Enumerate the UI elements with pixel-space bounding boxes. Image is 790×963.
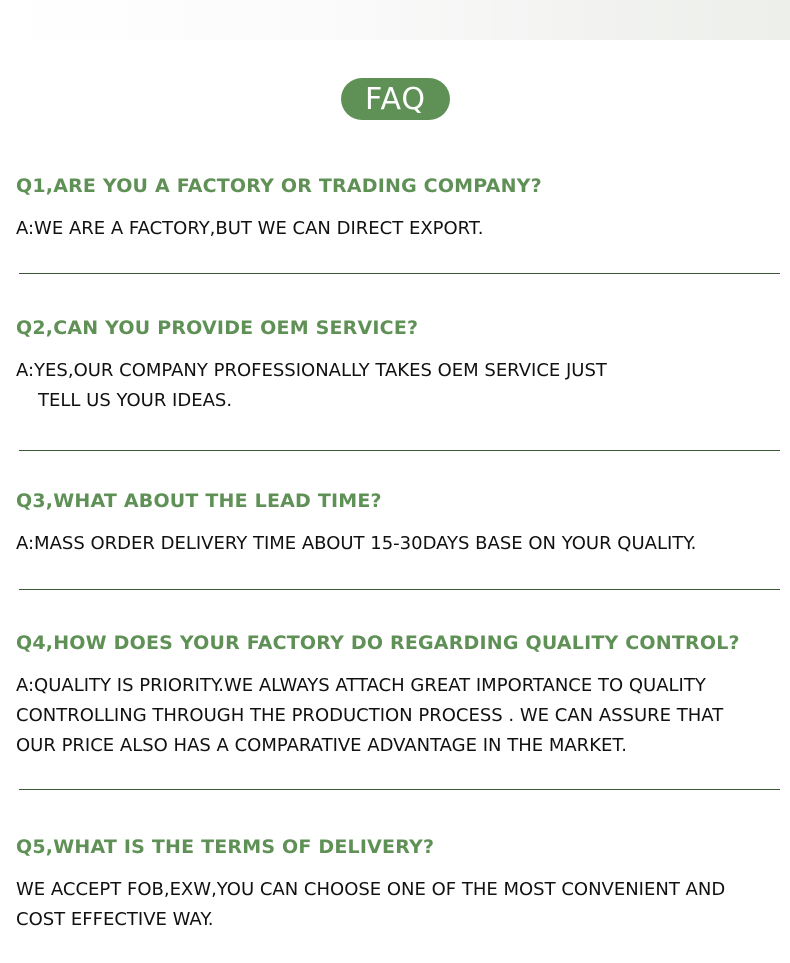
faq-question-3: Q3,WHAT ABOUT THE LEAD TIME? (16, 490, 382, 512)
faq-answer-line: CONTROLLING THROUGH THE PRODUCTION PROCESS . WE CAN ASSURE THAT (16, 705, 724, 726)
faq-answer-5 (16, 875, 725, 935)
faq-badge (341, 78, 450, 120)
faq-answer-line: TELL US YOUR IDEAS. (38, 390, 233, 411)
faq-divider (19, 273, 780, 274)
faq-answer-line: COST EFFECTIVE WAY. (16, 909, 214, 930)
faq-answer-3 (16, 529, 696, 559)
faq-divider (19, 789, 780, 790)
faq-answer-line: A:MASS ORDER DELIVERY TIME ABOUT 15-30DAYS BASE ON YOUR QUALITY. (16, 533, 697, 554)
faq-answer-line: A:WE ARE A FACTORY,BUT WE CAN DIRECT EXPORT. (16, 218, 484, 239)
faq-question-2: Q2,CAN YOU PROVIDE OEM SERVICE? (16, 317, 419, 339)
faq-answer-line: A:QUALITY IS PRIORITY.WE ALWAYS ATTACH GREAT IMPORTANCE TO QUALITY (16, 675, 706, 696)
top-banner-fade (0, 0, 790, 40)
faq-question-5: Q5,WHAT IS THE TERMS OF DELIVERY? (16, 836, 435, 858)
faq-question-4: Q4,HOW DOES YOUR FACTORY DO REGARDING QUALITY CONTROL? (16, 632, 740, 654)
faq-question-1: Q1,ARE YOU A FACTORY OR TRADING COMPANY? (16, 175, 542, 197)
faq-answer-line: WE ACCEPT FOB,EXW,YOU CAN CHOOSE ONE OF THE MOST CONVENIENT AND (16, 879, 726, 900)
faq-divider (19, 589, 780, 590)
faq-answer-line: OUR PRICE ALSO HAS A COMPARATIVE ADVANTAGE IN THE MARKET. (16, 735, 627, 756)
faq-badge-label: FAQ (364, 81, 427, 117)
faq-answer-1 (16, 214, 483, 244)
faq-answer-4 (16, 671, 723, 761)
faq-answer-2 (16, 356, 607, 416)
faq-divider (19, 450, 780, 451)
faq-answer-line: A:YES,OUR COMPANY PROFESSIONALLY TAKES OEM SERVICE JUST (16, 360, 607, 381)
